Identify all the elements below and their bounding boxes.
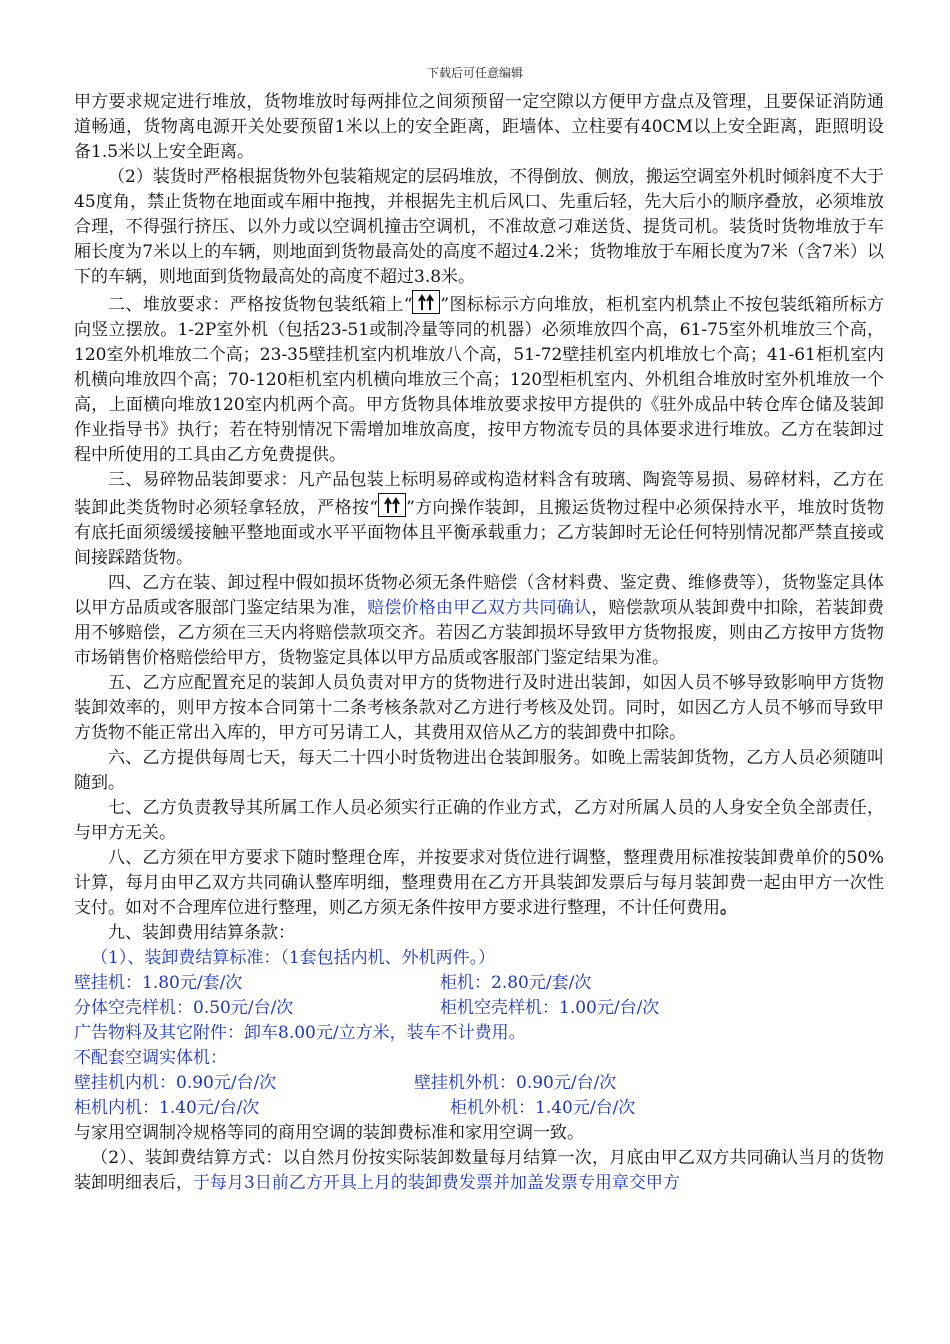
- paragraph-fragile-handling: [74, 468, 884, 571]
- fee-item: 分体空壳样机：0.50元/台/次: [74, 998, 294, 1018]
- paragraph-stacking-requirements: [74, 290, 884, 468]
- fee-item: 壁挂机内机：0.90元/台/次: [74, 1073, 277, 1093]
- fee-item: 柜机：2.80元/套/次: [440, 973, 592, 993]
- page-header: 下载后可任意编辑: [426, 66, 523, 80]
- text-segment: 。: [720, 898, 737, 918]
- section-fee-settlement-heading: 九、装卸费用结算条款：: [108, 923, 295, 943]
- paragraph-service-hours: 六、乙方提供每周七天，每天二十四小时货物进出仓装卸服务。如晚上需装卸货物，乙方人员必须随叫随到。: [74, 748, 884, 793]
- highlighted-text: 于每月3日前乙方开具上月的装卸费发票并加盖发票专用章交甲方: [193, 1173, 680, 1193]
- paragraph-loading-rules: （2）装货时严格根据货物外包装箱规定的层码堆放，不得倒放、侧放，搬运空调室外机时倾斜度不大于45度角，禁止货物在地面或车厢中拖拽，并根据先主机后风口、先重后轻，先大后小的顺序叠放，必须堆放合理，不得强行挤压、以外力或以空调机撞击空调机，不准故意刁难送货、提货司机。装货时货物堆放于车厢长度为7米以上的车辆，则地面到货物最高处的高度不超过4.2米；货物堆放于车厢长度为7米（含7米）以下的车辆，则地面到货物最高处的高度不超过3.8米。: [74, 167, 884, 287]
- text-segment: ”图标标示方向堆放，柜机室内机禁止不按包装纸箱所标方向竖立摆放。1-2P室外机（包括23-51或制冷量等同的机器）必须堆放四个高，61-75室外机堆放三个高，120室外机堆放二个高；23-35壁挂机室内机堆放八个高，51-72壁挂机室内机堆放七个高；41-61柜机室内机横向堆放四个高；70-120柜机室内机横向堆放三个高；120型柜机室内、外机组合堆放时室外机堆放一个高，上面横向堆放120室内机两个高。甲方货物具体堆放要求按甲方提供的《驻外成品中转仓库仓储及装卸作业指导书》执行；若在特别情况下需增加堆放高度，按甲方物流专员的具体要求进行堆放。乙方在装卸过程中所使用的工具由乙方免费提供。: [74, 295, 884, 465]
- highlighted-text: 赔偿价格由甲乙双方共同确认: [367, 598, 592, 618]
- unmatched-units-heading: 不配套空调实体机：: [74, 1048, 227, 1068]
- this-way-up-icon: [378, 493, 406, 517]
- fee-row: [74, 1071, 884, 1096]
- paragraph-staffing: 五、乙方应配置充足的装卸人员负责对甲方的货物进行及时进出装卸，如因人员不够导致影响甲方货物装卸效率的，则甲方按本合同第十二条考核条款对乙方进行考核及处罚。同时，如因乙方人员不够而导致甲方货物不能正常出入库的，甲方可另请工人，其费用双倍从乙方的装卸费中扣除。: [74, 673, 884, 743]
- text-segment: ，赔偿款项从装卸费中扣除，若装卸费用不够赔偿，乙方须在三天内将赔偿款项交齐。若因乙方装卸损坏导致甲方货物报废，则由乙方按甲方货物市场销售价格赔偿给甲方，货物鉴定具体以甲方品质或客服部门鉴定结果为准。: [74, 598, 885, 668]
- text-segment: 三、易碎物品装卸要求：凡产品包装上标明易碎或构造材料含有玻璃、陶瓷等易损、易碎材料，乙方在装卸此类货物时必须轻拿轻放，严格按“: [74, 470, 884, 518]
- fee-item: 柜机空壳样机：1.00元/台/次: [440, 998, 660, 1018]
- fee-item: 柜机内机：1.40元/台/次: [74, 1098, 260, 1118]
- fee-row: [74, 996, 884, 1021]
- document-body: [74, 90, 884, 1196]
- fee-row: [74, 971, 884, 996]
- paragraph-damage-compensation: [74, 571, 884, 671]
- fee-item: 广告物料及其它附件：卸车8.00元/立方米，装车不计费用。: [74, 1023, 526, 1043]
- fee-item: 壁挂机外机：0.90元/台/次: [414, 1073, 617, 1093]
- this-way-up-icon: [412, 290, 440, 314]
- text-segment: 四、乙方在装、卸过程中假如损坏货物必须无条件赔偿（含材料费、鉴定费、维修费等），货物鉴定具体以甲方品质或客服部门鉴定结果为准，: [74, 573, 884, 618]
- paragraph-settlement-method: [74, 1146, 884, 1196]
- paragraph-safety-responsibility: 七、乙方负责教导其所属工作人员必须实行正确的作业方式，乙方对所属人员的人身安全负全部责任，与甲方无关。: [74, 798, 884, 843]
- fee-item: 柜机外机：1.40元/台/次: [450, 1098, 636, 1118]
- paragraph-stacking-rules: 甲方要求规定进行堆放，货物堆放时每两排位之间须预留一定空隙以方便甲方盘点及管理，且要保证消防通道畅通，货物离电源开关处要预留1米以上的安全距离，距墙体、立柱要有40CM以上安全距离，距照明设备1.5米以上安全距离。: [74, 92, 884, 162]
- text-segment: （2）、装卸费结算方式：以自然月份按实际装卸数量每月结算一次，月底由甲乙双方共同确认当月的货物装卸明细表后，: [74, 1148, 884, 1193]
- text-segment: 八、乙方须在甲方要求下随时整理仓库，并按要求对货位进行调整，整理费用标准按装卸费单价的50%计算，每月由甲乙双方共同确认整库明细，整理费用在乙方开具装卸发票后与每月装卸费一起由甲方一次性支付。如对不合理库位进行整理，则乙方须无条件按甲方要求进行整理，不计任何费用: [74, 848, 884, 918]
- commercial-ac-note: 与家用空调制冷规格等同的商用空调的装卸费标准和家用空调一致。: [74, 1123, 584, 1143]
- text-segment: 二、堆放要求：严格按货物包装纸箱上“: [108, 295, 413, 315]
- fee-row: [74, 1096, 884, 1121]
- paragraph-warehouse-arrangement: [74, 846, 884, 921]
- fee-standard-heading: （1）、装卸费结算标准：（1套包括内机、外机两件。）: [91, 948, 496, 968]
- fee-item: 壁挂机：1.80元/套/次: [74, 973, 243, 993]
- text-segment: ”方向操作装卸，且搬运货物过程中必须保持水平，堆放时货物有底托面须缓缓接触平整地面或水平平面物体且平衡承载重力；乙方装卸时无论任何特别情况都严禁直接或间接踩踏货物。: [74, 498, 884, 568]
